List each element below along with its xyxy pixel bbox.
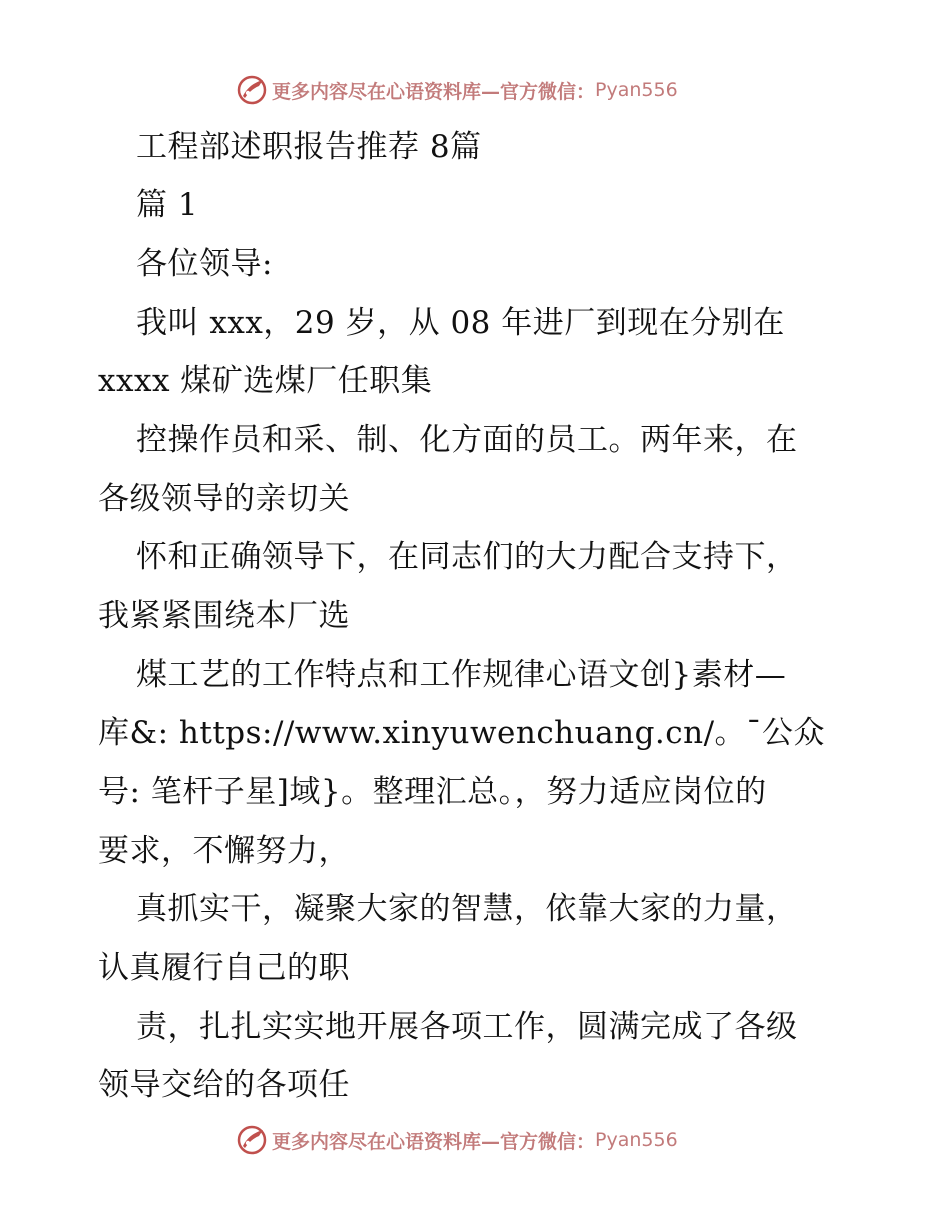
body-line: 认真履行自己的职 — [98, 950, 350, 986]
body-line: 要求，不懈努力， — [98, 833, 350, 869]
header-watermark-text: 更多内容尽在心语资料库—官方微信： — [272, 80, 596, 103]
footer-watermark-text: 更多内容尽在心语资料库—官方微信： — [272, 1130, 596, 1153]
body-line: 库&: https://www.xinyuwenchuang.cn/。¯公众 — [98, 715, 826, 751]
body-line: xxxx 煤矿选煤厂任职集 — [98, 363, 433, 399]
brand-logo-icon — [236, 1124, 268, 1156]
brand-logo-icon — [236, 74, 268, 106]
body-line: 我叫 xxx，29 岁，从 08 年进厂到现在分别在 — [136, 305, 785, 341]
body-line: 号: 笔杆子星]域}。整理汇总。，努力适应岗位的 — [98, 774, 767, 810]
header-wechat-id: Pyan556 — [595, 79, 678, 101]
section-heading: 篇 1 — [136, 187, 199, 223]
footer-wechat-id: Pyan556 — [595, 1129, 678, 1151]
body-line: 怀和正确领导下，在同志们的大力配合支持下， — [136, 539, 798, 575]
salutation: 各位领导: — [136, 246, 273, 282]
body-line: 领导交给的各项任 — [98, 1067, 350, 1103]
document-title: 工程部述职报告推荐 8篇 — [136, 129, 482, 165]
body-line: 各级领导的亲切关 — [98, 481, 350, 517]
body-line: 真抓实干，凝聚大家的智慧，依靠大家的力量， — [136, 891, 798, 927]
footer-watermark-banner — [236, 1123, 678, 1157]
body-line: 责，扎扎实实地开展各项工作，圆满完成了各级 — [136, 1009, 798, 1045]
body-line: 我紧紧围绕本厂选 — [98, 598, 350, 634]
header-watermark-banner — [236, 73, 678, 107]
body-line: 煤工艺的工作特点和工作规律心语文创}素材— — [136, 657, 787, 693]
body-line: 控操作员和采、制、化方面的员工。两年来，在 — [136, 422, 798, 458]
